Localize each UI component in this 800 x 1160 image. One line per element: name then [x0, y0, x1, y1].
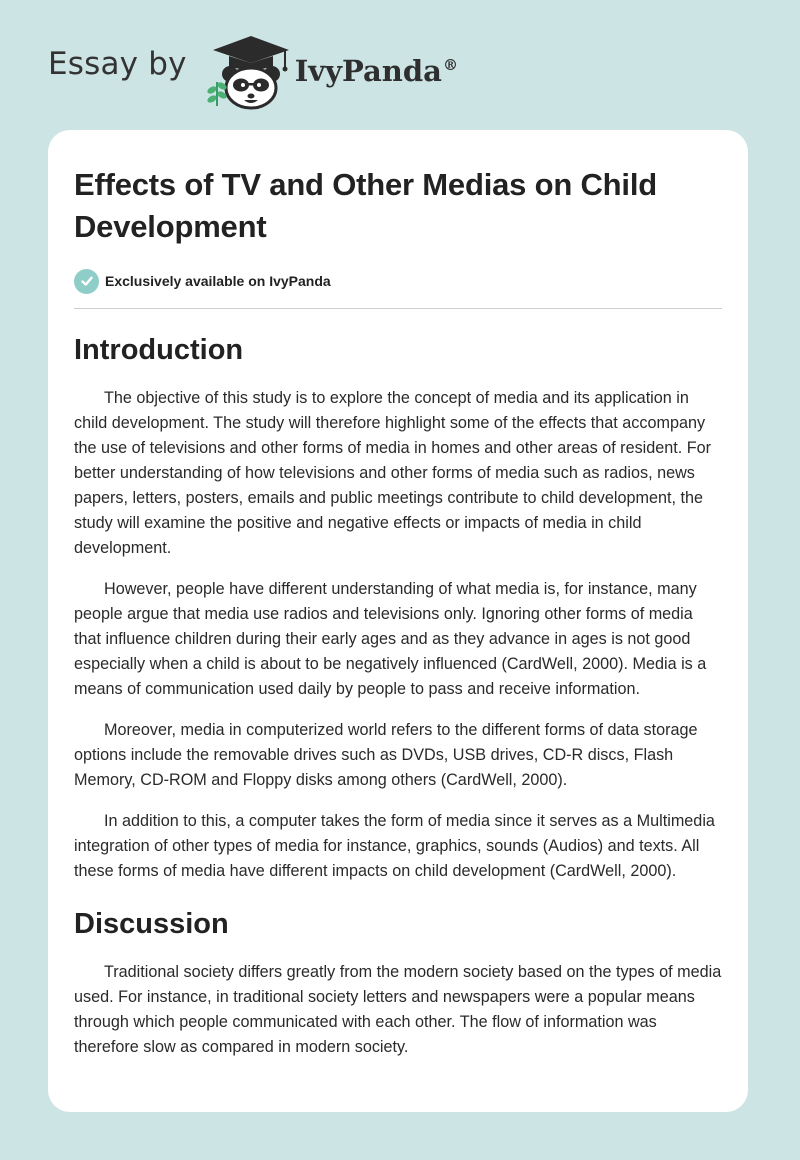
- section-heading-introduction: Introduction: [74, 334, 244, 366]
- body-paragraph: However, people have different understanding of what media is, for instance, many people argue that media use radios and televisions only. Ignoring other forms of media that influence children during their early ages and as they advance in ages is not good especially when a child is about to be negatively influenced (CardWell, 2000). Media is a means of communication used daily by people to pass and receive information.: [74, 580, 707, 698]
- brand-name[interactable]: [295, 54, 458, 88]
- exclusive-badge-label: Exclusively available on IvyPanda: [105, 273, 331, 289]
- panda-graduate-logo-icon[interactable]: [199, 30, 295, 110]
- body-paragraph: The objective of this study is to explore the concept of media and its application in child development. The study will therefore highlight some of the effects that accompany the use of televisions and other forms of media in homes and other areas of resident. For better understanding of how televisions and other forms of media such as radios, news papers, letters, posters, emails and public meetings contribute to child development, the study will examine the positive and negative effects or impacts of media in child development.: [74, 389, 712, 557]
- exclusive-badge: [74, 268, 722, 294]
- body-paragraph: In addition to this, a computer takes the form of media since it serves as a Multimedia integration of other types of media for instance, graphics, sounds (Audios) and texts. All these forms of media have different impacts on child development (CardWell, 2000).: [74, 812, 715, 880]
- essay-by-label: Essay by: [48, 46, 187, 82]
- brand-text: IvyPanda: [294, 54, 442, 88]
- body-paragraph: Moreover, media in computerized world refers to the different forms of data storage options include the removable drives such as DVDs, USB drives, CD-R discs, Flash Memory, CD-ROM and Floppy disks among others (CardWell, 2000).: [74, 721, 698, 789]
- title-divider: [74, 308, 722, 309]
- checkmark-icon: [74, 269, 99, 294]
- trademark-symbol: ®: [442, 56, 458, 75]
- body-paragraph: Traditional society differs greatly from the modern society based on the types of media used. For instance, in traditional society letters and newspapers were a popular means through which people communicated with each other. The flow of information was therefore slow as compared in modern society.: [74, 963, 722, 1056]
- section-heading-discussion: Discussion: [74, 908, 229, 940]
- article-card: [48, 130, 748, 1112]
- article-title: Effects of TV and Other Medias on Child Development: [74, 167, 657, 244]
- site-header: [48, 30, 458, 110]
